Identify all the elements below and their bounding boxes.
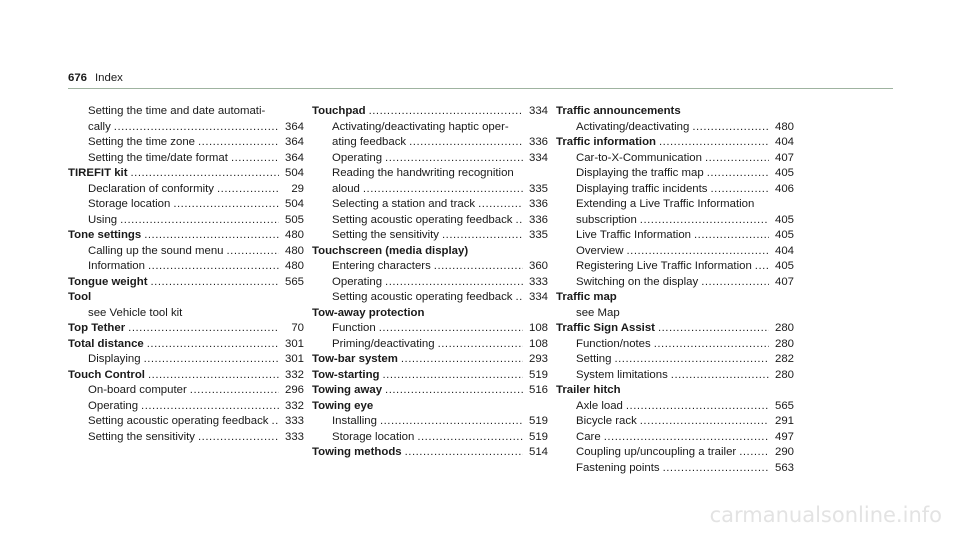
page-ref: 519 xyxy=(528,368,548,381)
index-subentry xyxy=(68,414,304,430)
dot-leader xyxy=(198,430,279,446)
page-ref: 497 xyxy=(774,430,794,443)
index-subentry xyxy=(556,259,794,275)
index-subentry xyxy=(312,414,548,430)
page-ref: 519 xyxy=(528,415,548,427)
index-entry xyxy=(312,383,548,399)
index-subentry xyxy=(312,197,548,213)
entry-text: Using xyxy=(88,213,118,226)
entry-text: Installing xyxy=(332,415,377,427)
dot-leader xyxy=(434,259,523,275)
dot-leader xyxy=(114,120,279,136)
index-subentry xyxy=(312,259,548,275)
index-subentry xyxy=(556,352,794,368)
index-subentry xyxy=(556,337,794,353)
index-subentry xyxy=(68,306,304,322)
page-ref: 296 xyxy=(284,384,304,396)
entry-text: Tow-bar system xyxy=(312,353,398,365)
index-subentry xyxy=(68,244,304,260)
dot-leader xyxy=(515,213,523,229)
entry-text: Operating xyxy=(332,151,383,164)
entry-text: Operating xyxy=(332,275,383,288)
entry-text: Traffic Sign Assist xyxy=(556,322,655,334)
entry-text: Information xyxy=(88,260,145,272)
entry-text: Tow-starting xyxy=(312,368,380,381)
entry-text: Towing eye xyxy=(312,399,374,412)
dot-leader xyxy=(659,135,769,151)
index-subentry xyxy=(556,213,794,229)
index-subentry xyxy=(556,244,794,260)
dot-leader xyxy=(120,213,279,229)
page-ref: 291 xyxy=(774,415,794,427)
page-ref: 334 xyxy=(528,151,548,164)
entry-text: Setting the time zone xyxy=(88,136,196,148)
dot-leader xyxy=(707,166,769,182)
page-ref: 504 xyxy=(284,167,304,179)
entry-text: Calling up the sound menu xyxy=(88,244,224,257)
dot-leader xyxy=(671,368,769,384)
index-column-1 xyxy=(68,104,304,445)
entry-text: Coupling up/uncoupling a trailer xyxy=(576,446,737,458)
entry-text: Care xyxy=(576,430,601,443)
entry-text: Setting acoustic operating feedback xyxy=(332,213,513,226)
dot-leader xyxy=(130,166,279,182)
entry-text: Registering Live Traffic Information xyxy=(576,260,752,272)
entry-text: Priming/deactivating xyxy=(332,337,435,350)
index-subentry xyxy=(556,445,794,461)
header-rule xyxy=(68,88,893,89)
index-entry xyxy=(68,337,304,353)
index-entry xyxy=(68,368,304,384)
page-ref: 364 xyxy=(284,120,304,133)
dot-leader xyxy=(173,197,279,213)
dot-leader xyxy=(385,151,523,167)
page-ref: 70 xyxy=(291,322,304,334)
entry-text: Function/notes xyxy=(576,337,651,350)
page-ref: 332 xyxy=(284,399,304,412)
index-subentry xyxy=(312,321,548,337)
entry-text: Bicycle rack xyxy=(576,415,637,427)
page-ref: 406 xyxy=(774,182,794,195)
entry-text: Setting xyxy=(576,353,612,365)
page-ref: 404 xyxy=(774,136,794,148)
entry-text: Touchscreen (media display) xyxy=(312,244,469,257)
entry-text: On-board computer xyxy=(88,384,187,396)
entry-text: Axle load xyxy=(576,399,623,412)
entry-text: Setting the time/date format xyxy=(88,151,228,164)
entry-text: Traffic announcements xyxy=(556,105,681,117)
index-entry xyxy=(556,104,794,120)
index-subentry xyxy=(312,151,548,167)
index-subentry xyxy=(68,383,304,399)
entry-text: Displaying traffic incidents xyxy=(576,182,708,195)
page-ref: 514 xyxy=(528,446,548,458)
entry-text: Setting the sensitivity xyxy=(88,430,195,443)
dot-leader xyxy=(144,228,279,244)
page-ref: 335 xyxy=(528,182,548,195)
dot-leader xyxy=(385,383,523,399)
section-title: Index xyxy=(95,72,123,84)
entry-text: Setting the sensitivity xyxy=(332,229,439,241)
index-entry xyxy=(556,321,794,337)
index-column-2 xyxy=(312,104,548,461)
index-subentry xyxy=(556,275,794,291)
index-entry xyxy=(68,228,304,244)
index-subentry xyxy=(556,197,794,213)
dot-leader xyxy=(231,151,279,167)
dot-leader xyxy=(755,259,769,275)
index-entry xyxy=(556,135,794,151)
index-entry xyxy=(68,166,304,182)
dot-leader xyxy=(409,135,523,151)
dot-leader xyxy=(692,120,769,136)
entry-text: Entering characters xyxy=(332,260,431,272)
index-entry xyxy=(68,275,304,291)
entry-text: Tone settings xyxy=(68,229,142,241)
entry-text: Traffic information xyxy=(556,136,656,148)
entry-text: Setting acoustic operating feedback xyxy=(88,415,269,427)
index-subentry xyxy=(68,430,304,446)
index-entry xyxy=(312,352,548,368)
dot-leader xyxy=(383,368,524,384)
page-ref: 280 xyxy=(774,322,794,334)
page-ref: 516 xyxy=(528,384,548,396)
entry-text: Activating/deactivating xyxy=(576,120,690,133)
index-subentry xyxy=(556,151,794,167)
page-ref: 405 xyxy=(774,260,794,272)
dot-leader xyxy=(405,445,523,461)
entry-text: Function xyxy=(332,322,376,334)
page-ref: 333 xyxy=(284,430,304,443)
page-ref: 280 xyxy=(774,337,794,350)
page-number: 676 xyxy=(68,72,88,84)
index-subentry xyxy=(312,166,548,182)
page-ref: 405 xyxy=(774,229,794,241)
entry-text: see Vehicle tool kit xyxy=(88,306,183,319)
entry-text: Trailer hitch xyxy=(556,384,621,396)
entry-text: see Map xyxy=(576,306,620,319)
index-subentry xyxy=(556,399,794,415)
entry-text: Storage location xyxy=(332,430,415,443)
index-subentry xyxy=(556,228,794,244)
index-entry xyxy=(556,383,794,399)
page-ref: 407 xyxy=(774,275,794,288)
page-ref: 480 xyxy=(284,260,304,272)
index-subentry xyxy=(556,430,794,446)
index-entry xyxy=(312,445,548,461)
index-entry xyxy=(312,104,548,120)
page-ref: 563 xyxy=(774,461,794,474)
dot-leader xyxy=(658,321,769,337)
page-ref: 480 xyxy=(774,120,794,133)
page-ref: 336 xyxy=(528,198,548,210)
dot-leader xyxy=(363,182,523,198)
page-ref: 333 xyxy=(528,275,548,288)
page-ref: 301 xyxy=(284,353,304,365)
entry-text: Setting acoustic operating feedback xyxy=(332,291,513,303)
entry-text: subscription xyxy=(576,213,637,226)
entry-text: cally xyxy=(88,120,111,133)
page-ref: 407 xyxy=(774,151,794,164)
dot-leader xyxy=(626,244,769,260)
index-subentry xyxy=(312,182,548,198)
entry-text: ating feedback xyxy=(332,136,407,148)
entry-text: Reading the handwriting recognition xyxy=(332,167,514,179)
entry-text: Displaying xyxy=(88,353,141,365)
index-subentry xyxy=(556,182,794,198)
page-ref: 290 xyxy=(774,446,794,458)
index-subentry xyxy=(556,368,794,384)
index-subentry xyxy=(312,290,548,306)
dot-leader xyxy=(190,383,279,399)
page-ref: 108 xyxy=(528,322,548,334)
entry-text: Traffic map xyxy=(556,291,617,303)
page-ref: 480 xyxy=(284,244,304,257)
entry-text: Tool xyxy=(68,291,92,303)
page-ref: 505 xyxy=(284,213,304,226)
dot-leader xyxy=(438,337,523,353)
index-subentry xyxy=(312,120,548,136)
dot-leader xyxy=(417,430,523,446)
page-ref: 108 xyxy=(528,337,548,350)
watermark: carmanualsonline.info xyxy=(709,503,942,527)
entry-text: Touchpad xyxy=(312,105,366,117)
entry-text: Tongue weight xyxy=(68,275,148,288)
dot-leader xyxy=(217,182,279,198)
dot-leader xyxy=(694,228,769,244)
page-ref: 480 xyxy=(284,229,304,241)
dot-leader xyxy=(640,414,769,430)
dot-leader xyxy=(401,352,523,368)
dot-leader xyxy=(739,445,769,461)
entry-text: Tow-away protection xyxy=(312,306,425,319)
dot-leader xyxy=(141,399,279,415)
dot-leader xyxy=(701,275,769,291)
index-subentry xyxy=(68,182,304,198)
dot-leader xyxy=(369,104,523,120)
entry-text: Setting the time and date automati- xyxy=(88,105,266,117)
dot-leader xyxy=(148,259,279,275)
dot-leader xyxy=(710,182,769,198)
index-column-3 xyxy=(556,104,794,476)
index-entry xyxy=(312,368,548,384)
dot-leader xyxy=(227,244,279,260)
dot-leader xyxy=(379,321,523,337)
dot-leader xyxy=(604,430,769,446)
index-subentry xyxy=(312,228,548,244)
index-subentry xyxy=(68,213,304,229)
dot-leader xyxy=(515,290,523,306)
page-ref: 335 xyxy=(528,229,548,241)
entry-text: Towing methods xyxy=(312,446,402,458)
dot-leader xyxy=(640,213,769,229)
page-ref: 334 xyxy=(528,105,548,117)
dot-leader xyxy=(705,151,769,167)
page-ref: 364 xyxy=(284,136,304,148)
dot-leader xyxy=(663,461,769,477)
index-subentry xyxy=(68,135,304,151)
index-entry xyxy=(312,399,548,415)
index-entry xyxy=(312,306,548,322)
index-subentry xyxy=(556,414,794,430)
page-ref: 405 xyxy=(774,213,794,226)
dot-leader xyxy=(654,337,769,353)
index-subentry xyxy=(312,430,548,446)
entry-text: Displaying the traffic map xyxy=(576,167,704,179)
index-entry xyxy=(68,321,304,337)
index-entry xyxy=(312,244,548,260)
index-subentry xyxy=(68,259,304,275)
entry-text: System limitations xyxy=(576,368,668,381)
page-ref: 504 xyxy=(284,198,304,210)
page-ref: 293 xyxy=(528,353,548,365)
page-ref: 565 xyxy=(284,275,304,288)
entry-text: TIREFIT kit xyxy=(68,167,128,179)
page-ref: 336 xyxy=(528,213,548,226)
entry-text: Switching on the display xyxy=(576,275,699,288)
index-subentry xyxy=(68,197,304,213)
dot-leader xyxy=(626,399,769,415)
page-ref: 405 xyxy=(774,167,794,179)
dot-leader xyxy=(128,321,279,337)
entry-text: Live Traffic Information xyxy=(576,229,692,241)
page-ref: 29 xyxy=(291,182,304,195)
dot-leader xyxy=(614,352,769,368)
page-ref: 336 xyxy=(528,136,548,148)
index-subentry xyxy=(68,352,304,368)
page-ref: 364 xyxy=(284,151,304,164)
entry-text: Towing away xyxy=(312,384,383,396)
entry-text: Fastening points xyxy=(576,461,660,474)
index-subentry xyxy=(68,399,304,415)
index-subentry xyxy=(312,135,548,151)
page-ref: 334 xyxy=(528,291,548,303)
dot-leader xyxy=(380,414,523,430)
index-subentry xyxy=(312,213,548,229)
entry-text: Selecting a station and track xyxy=(332,198,476,210)
page-ref: 519 xyxy=(528,430,548,443)
index-subentry xyxy=(312,337,548,353)
page-ref: 282 xyxy=(774,353,794,365)
page-ref: 332 xyxy=(284,368,304,381)
page-ref: 404 xyxy=(774,244,794,257)
page-ref: 565 xyxy=(774,399,794,412)
dot-leader xyxy=(147,337,279,353)
entry-text: Activating/deactivating haptic oper- xyxy=(332,120,509,133)
entry-text: Operating xyxy=(88,399,139,412)
page-ref: 360 xyxy=(528,260,548,272)
entry-text: aloud xyxy=(332,182,360,195)
entry-text: Touch Control xyxy=(68,368,145,381)
dot-leader xyxy=(478,197,523,213)
entry-text: Total distance xyxy=(68,337,144,350)
dot-leader xyxy=(144,352,279,368)
page-ref: 280 xyxy=(774,368,794,381)
entry-text: Top Tether xyxy=(68,322,126,334)
dot-leader xyxy=(151,275,279,291)
entry-text: Extending a Live Traffic Information xyxy=(576,198,755,210)
index-subentry xyxy=(556,461,794,477)
entry-text: Car-to-X-Communication xyxy=(576,151,702,164)
page-header xyxy=(68,72,123,84)
index-subentry xyxy=(556,120,794,136)
index-subentry xyxy=(312,275,548,291)
dot-leader xyxy=(385,275,523,291)
entry-text: Overview xyxy=(576,244,624,257)
index-subentry xyxy=(68,104,304,120)
index-entry xyxy=(556,290,794,306)
index-subentry xyxy=(556,166,794,182)
index-subentry xyxy=(68,120,304,136)
entry-text: Declaration of conformity xyxy=(88,182,214,195)
dot-leader xyxy=(442,228,523,244)
index-subentry xyxy=(68,151,304,167)
page-ref: 333 xyxy=(284,415,304,427)
dot-leader xyxy=(198,135,279,151)
dot-leader xyxy=(148,368,279,384)
dot-leader xyxy=(271,414,279,430)
entry-text: Storage location xyxy=(88,198,171,210)
index-subentry xyxy=(556,306,794,322)
page-ref: 301 xyxy=(284,337,304,350)
index-entry xyxy=(68,290,304,306)
